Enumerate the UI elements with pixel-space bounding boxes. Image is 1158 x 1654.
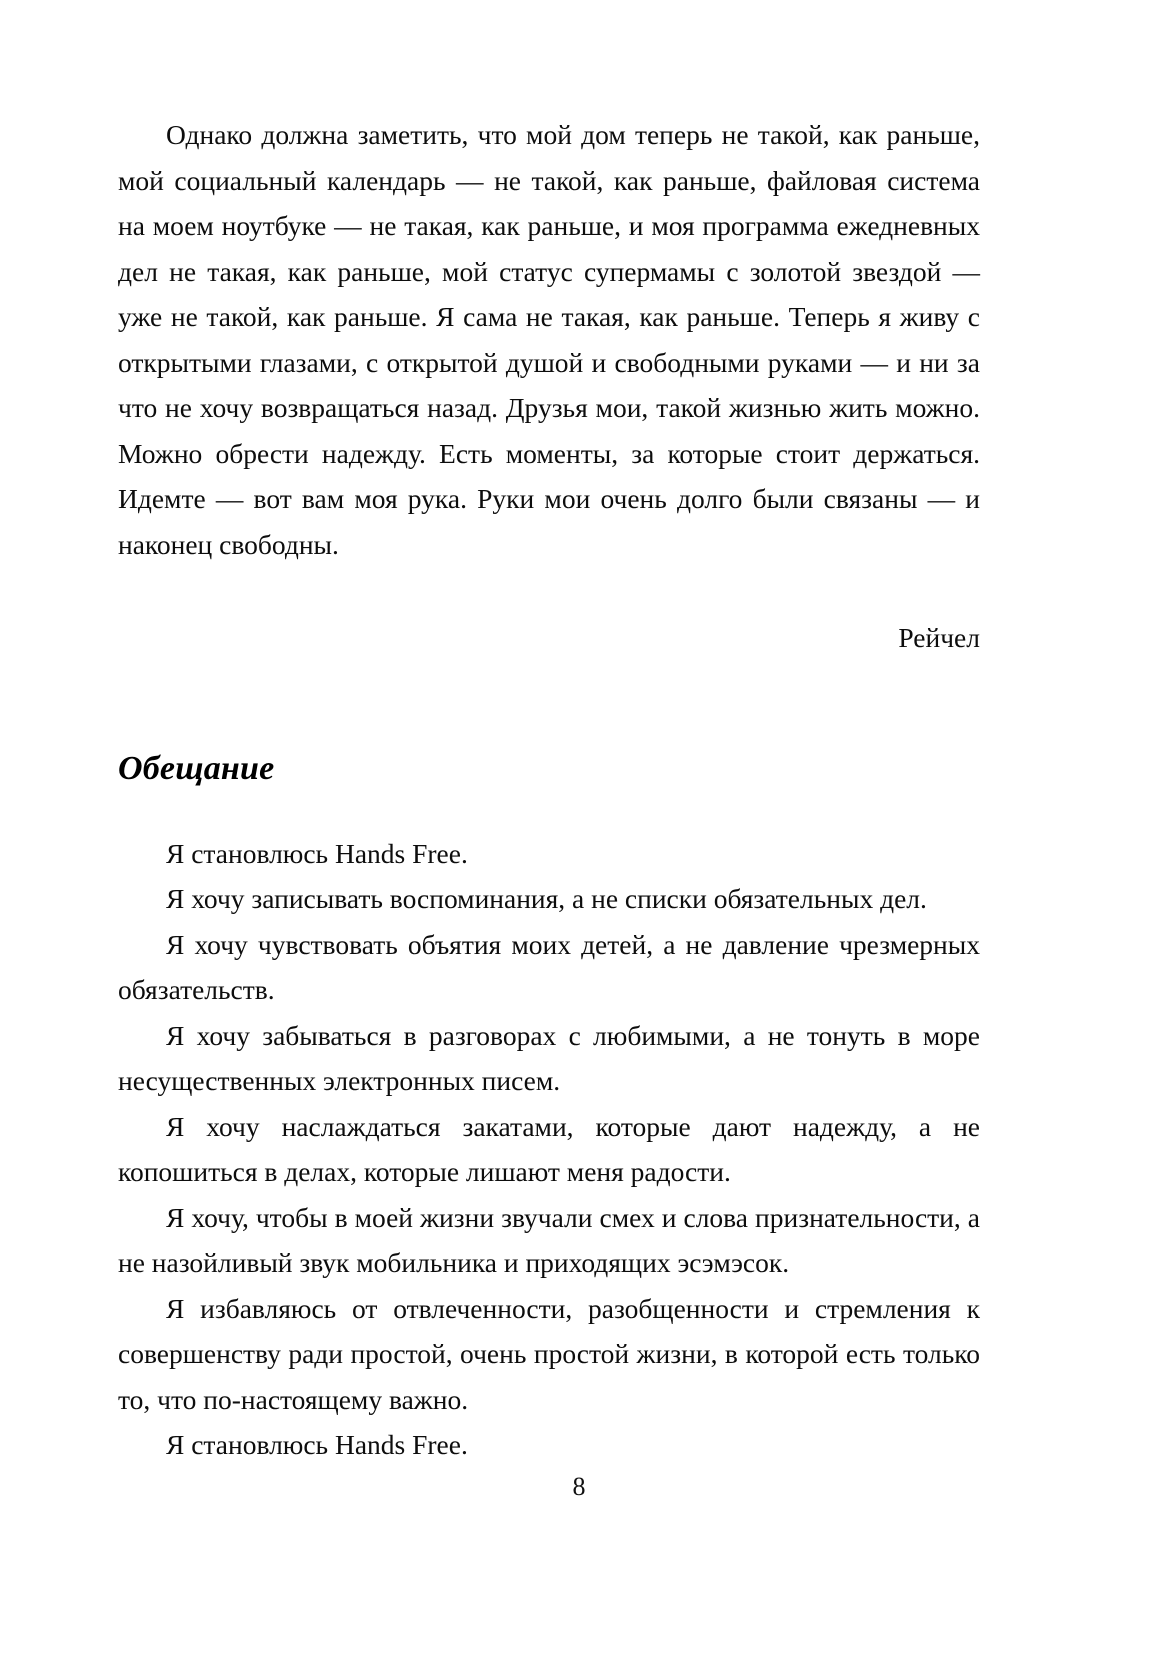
promise-statement-list	[118, 789, 980, 1468]
promise-statement: Я избавляюсь от отвлеченности, разобщенности и стремления к совершенству ради простой, очень простой жизни, в которой есть только то, что по-настоящему важно.	[118, 1292, 980, 1415]
letter-closing-paragraph: Однако должна заметить, что мой дом теперь не такой, как раньше, мой социальный календарь — не такой, как раньше, файловая система на моем ноутбуке — не такая, как раньше, и моя программа ежедневных дел не такая, как раньше, мой статус супермамы с золотой звездой — уже не такой, как раньше. Я сама не такая, как раньше. Теперь я живу с открытыми глазами, с открытой душой и свободными руками — и ни за что не хочу возвращаться назад. Друзья мои, такой жизнью жить можно. Можно обрести надежду. Есть моменты, за которые стоит держаться. Идемте — вот вам моя рука. Руки мои очень долго были связаны — и наконец свободны.	[118, 119, 980, 560]
page-number: 8	[572, 1472, 586, 1501]
page-text-column	[118, 112, 980, 1468]
letter-signature: Рейчел	[898, 622, 980, 653]
promise-statement: Я становлюсь Hands Free.	[166, 837, 468, 869]
promise-statement: Я хочу записывать воспоминания, а не списки обязательных дел.	[166, 883, 927, 914]
promise-statement: Я хочу, чтобы в моей жизни звучали смех и слова признательности, а не назойливый звук мобильника и приходящих эсэмэсок.	[118, 1201, 980, 1278]
promise-statement: Я хочу чувствовать объятия моих детей, а не давление чрезмерных обязательств.	[118, 928, 980, 1005]
section-heading-promise: Обещание	[118, 749, 275, 787]
promise-statement: Я хочу наслаждаться закатами, которые дают надежду, а не копошиться в делах, которые лишают меня радости.	[118, 1110, 980, 1187]
promise-statement: Я становлюсь Hands Free.	[166, 1429, 468, 1460]
promise-statement: Я хочу забываться в разговорах с любимыми, а не тонуть в море несущественных электронных писем.	[118, 1019, 980, 1096]
